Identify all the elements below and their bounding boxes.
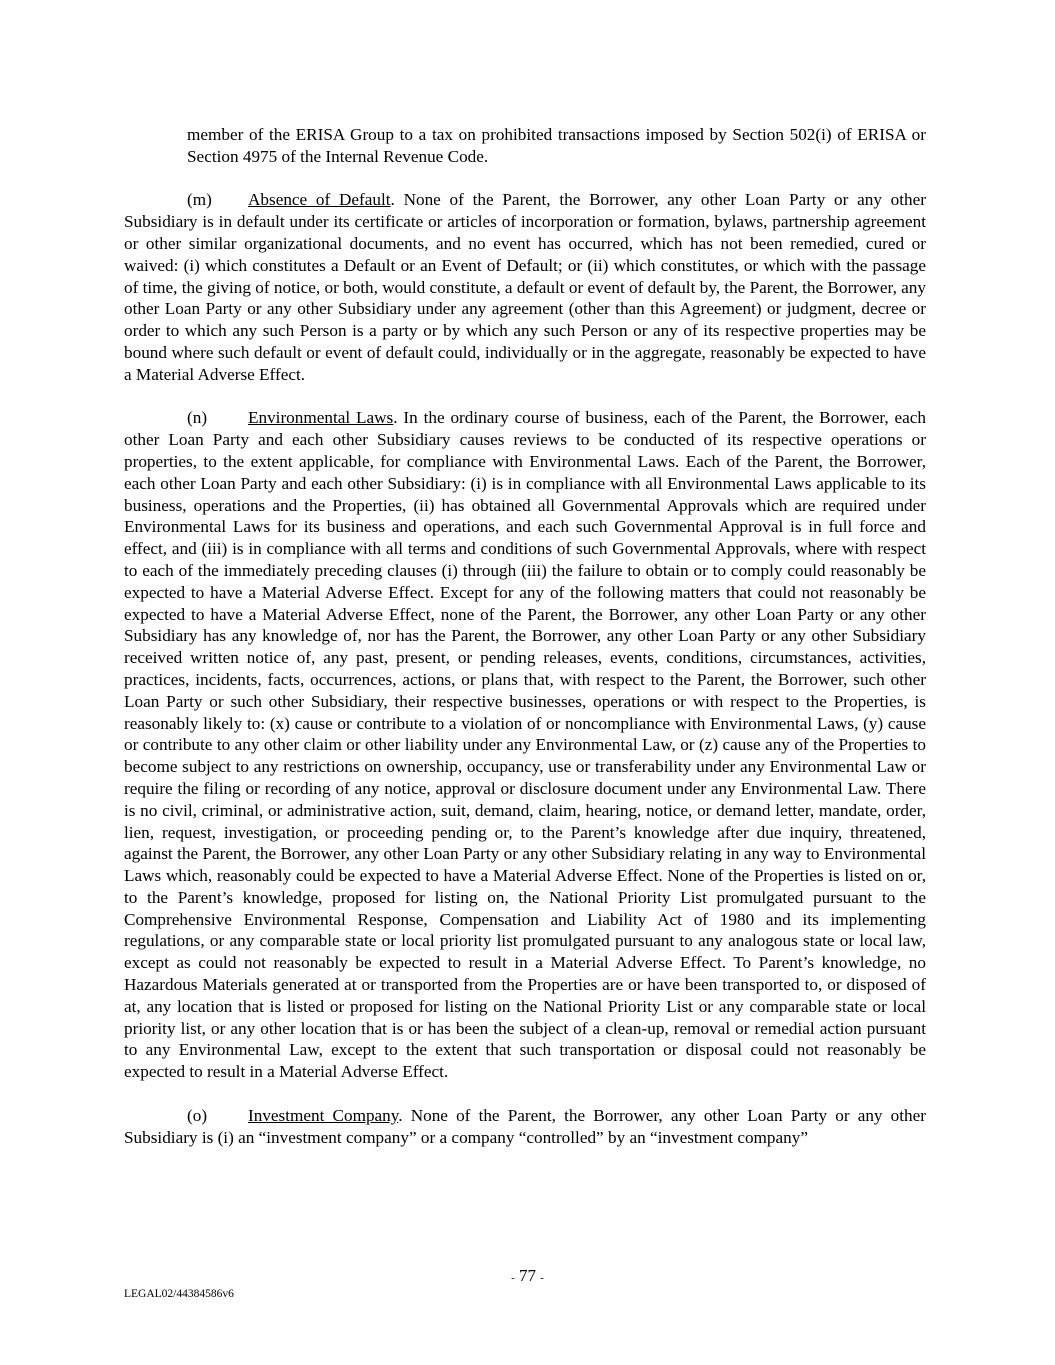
section-o-heading: Investment Company bbox=[248, 1105, 399, 1125]
page-number-value: 77 bbox=[519, 1266, 536, 1285]
section-o-marker: (o) bbox=[187, 1105, 208, 1125]
section-n-paragraph bbox=[124, 407, 926, 1083]
section-n-body: . In the ordinary course of business, each of the Parent, the Borrower, each other Loan Party and each other Subsidiary causes reviews to be conducted of its respective operations or properties, to the extent applicable, for compliance with Environmental Laws. Each of the Parent, the Borrower, each other Loan Party and each other Subsidiary: (i) is in compliance with all Environmental Laws applicable to its business, operations and the Properties, (ii) has obtained all Governmental Approvals which are required under Environmental Laws for its business and operations, and each such Governmental Approval is in full force and effect, and (iii) is in compliance with all terms and conditions of such Governmental Approvals, where with respect to each of the immediately preceding clauses (i) through (iii) the failure to obtain or to comply could reasonably be expected to have a Material Adverse Effect. Except for any of the following matters that could not reasonably be expected to have a Material Adverse Effect, none of the Parent, the Borrower, any other Loan Party or any other Subsidiary has any knowledge of, nor has the Parent, the Borrower, any other Loan Party or any other Subsidiary received written notice of, any past, present, or pending releases, events, conditions, circumstances, activities, practices, incidents, facts, occurrences, actions, or plans that, with respect to the Parent, the Borrower, such other Loan Party or such other Subsidiary, their respective businesses, operations or with respect to the Properties, is reasonably likely to: (x) cause or contribute to a violation of or noncompliance with Environmental Laws, (y) cause or contribute to any other claim or other liability under any Environmental Law, or (z) cause any of the Properties to become subject to any restrictions on ownership, occupancy, use or transferability under any Environmental Law or require the filing or recording of any notice, approval or disclosure document under any Environmental Law. There is no civil, criminal, or administrative action, suit, demand, claim, hearing, notice, or demand letter, mandate, order, lien, request, investigation, or proceeding pending or, to the Parent’s knowledge after due inquiry, threatened, against the Parent, the Borrower, any other Loan Party or any other Subsidiary relating in any way to Environmental Laws which, reasonably could be expected to have a Material Adverse Effect. None of the Properties is listed on or, to the Parent’s knowledge, proposed for listing on, the National Priority List promulgated pursuant to the Comprehensive Environmental Response, Compensation and Liability Act of 1980 and its implementing regulations, or any comparable state or local priority list promulgated pursuant to any analogous state or local law, except as could not reasonably be expected to result in a Material Adverse Effect. To Parent’s knowledge, no Hazardous Materials generated at or transported from the Properties are or have been transported to, or disposed of at, any location that is listed or proposed for listing on the National Priority List or any comparable state or local priority list, or any other location that is or has been the subject of a clean-up, removal or remedial action pursuant to any Environmental Law, except to the extent that such transportation or disposal could not reasonably be expected to result in a Material Adverse Effect. bbox=[124, 408, 927, 1082]
section-n-heading: Environmental Laws bbox=[248, 408, 394, 428]
continuation-paragraph: member of the ERISA Group to a tax on prohibited transactions imposed by Section 502(i) of ERISA or Section 4975 of the Internal Revenue Code. bbox=[187, 125, 926, 166]
section-m-heading: Absence of Default bbox=[248, 190, 391, 210]
section-o-paragraph bbox=[124, 1105, 926, 1149]
section-m-paragraph bbox=[124, 189, 926, 385]
document-footer-id: LEGAL02/44384586v6 bbox=[124, 1288, 234, 1300]
document-page bbox=[124, 124, 926, 1148]
section-o-body: . None of the Parent, the Borrower, any other Loan Party or any other Subsidiary is (i) an “investment company” or a company “controlled” by an “investment company” bbox=[124, 1105, 926, 1147]
section-m-marker: (m) bbox=[187, 190, 212, 210]
section-m-body: . None of the Parent, the Borrower, any other Loan Party or any other Subsidiary is in default under its certificate or articles of incorporation or formation, bylaws, partnership agreement or other similar organizational documents, and no event has occurred, which has not been remedied, cured or waived: (i) which constitutes a Default or an Event of Default; or (ii) which constitutes, or which with the passage of time, the giving of notice, or both, would constitute, a default or event of default by, the Parent, the Borrower, any other Loan Party or any other Subsidiary under any agreement (other than this Agreement) or judgment, decree or order to which any such Person is a party or by which any such Person or any of its respective properties may be bound where such default or event of default could, individually or in the aggregate, reasonably be expected to have a Material Adverse Effect. bbox=[124, 190, 926, 384]
section-n-marker: (n) bbox=[187, 408, 208, 428]
page-number: - 77 - bbox=[511, 1266, 544, 1285]
